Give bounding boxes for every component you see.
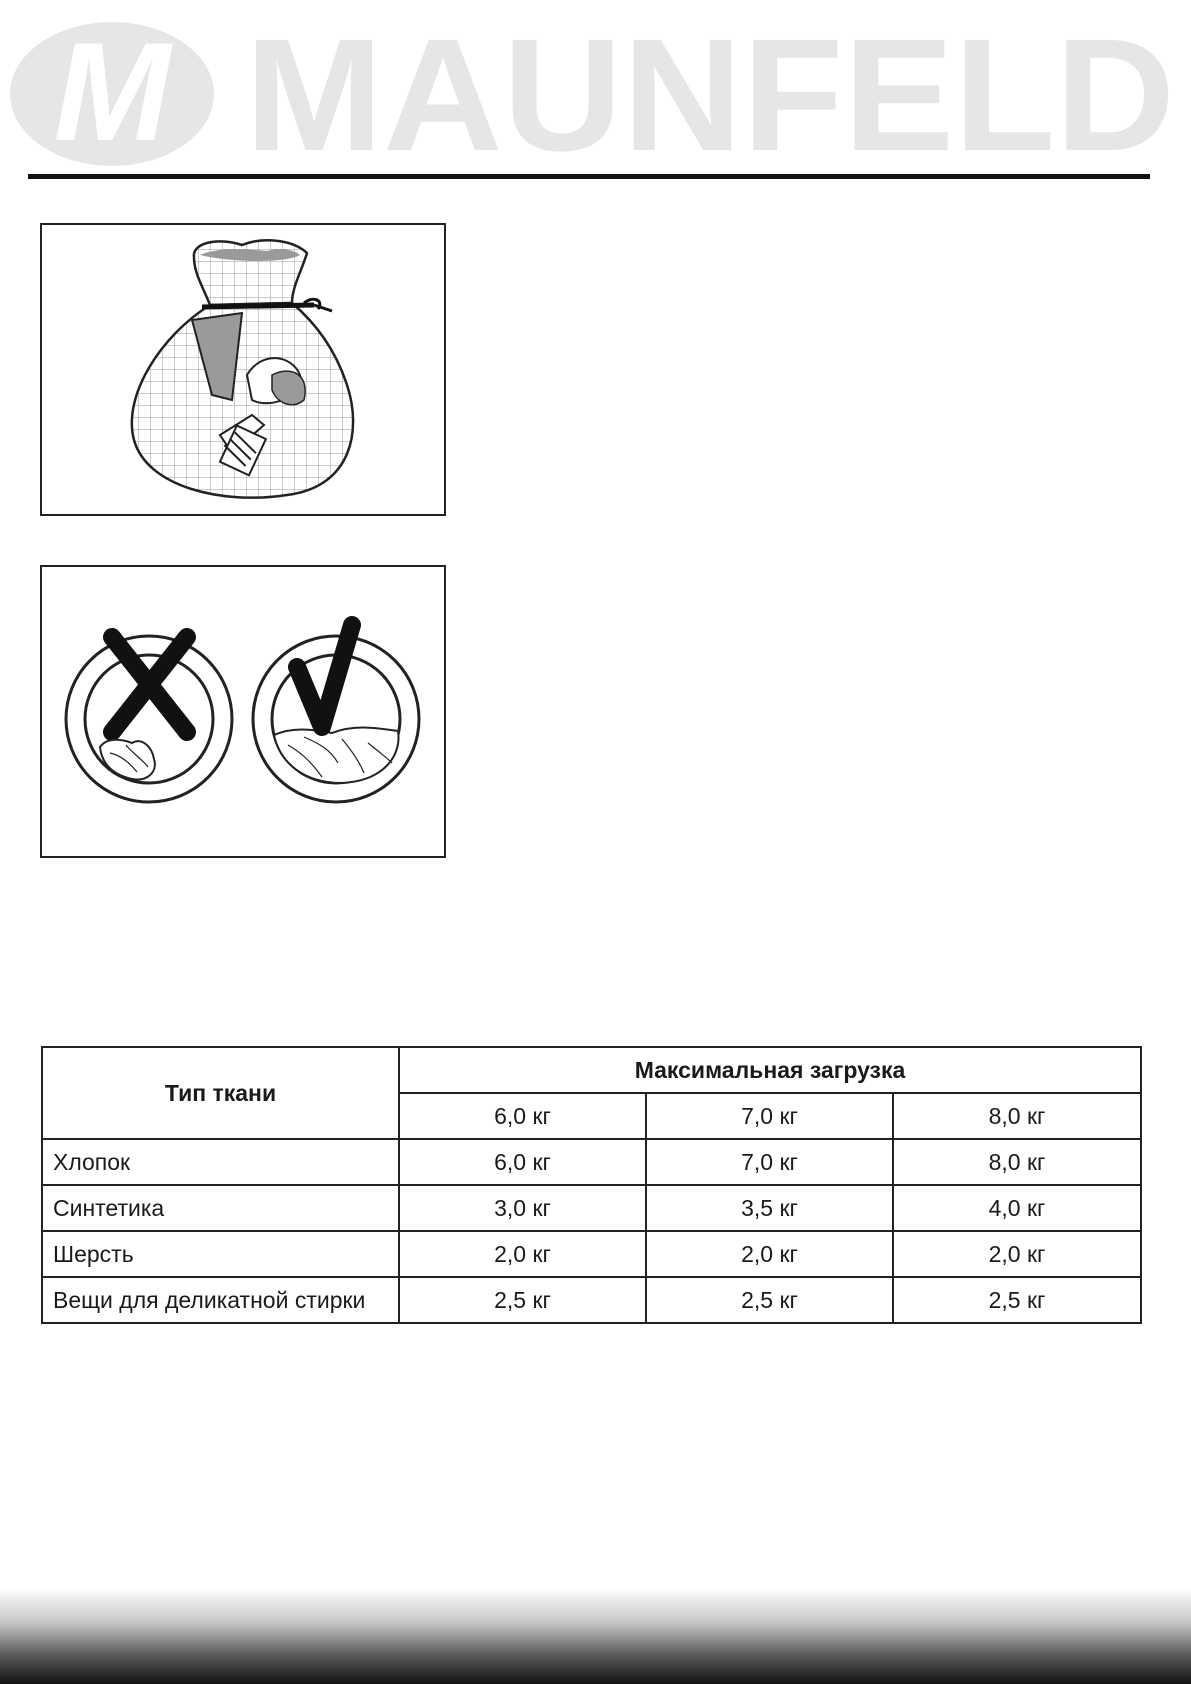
header-fabric-type: Тип ткани <box>42 1047 399 1139</box>
load-value-cell: 2,5 кг <box>646 1277 893 1323</box>
header-max-load: Максимальная загрузка <box>399 1047 1141 1093</box>
header-rule <box>28 174 1150 179</box>
fabric-name-cell: Шерсть <box>42 1231 399 1277</box>
maunfeld-logo <box>0 0 1191 170</box>
capacity-cell: 8,0 кг <box>893 1093 1141 1139</box>
laundry-bag-figure <box>40 223 446 516</box>
fabric-name-cell: Вещи для деликатной стирки <box>42 1277 399 1323</box>
fabric-name-cell: Синтетика <box>42 1185 399 1231</box>
laundry-bag-icon <box>42 225 444 514</box>
drum-load-figure <box>40 565 446 858</box>
logo-wordmark: MAUNFELD <box>245 5 1175 170</box>
drum-load-wrong-right-icon <box>42 567 444 856</box>
load-value-cell: 2,0 кг <box>893 1231 1141 1277</box>
table-row <box>42 1277 1141 1323</box>
table-row <box>42 1139 1141 1185</box>
load-value-cell: 2,0 кг <box>399 1231 646 1277</box>
load-value-cell: 2,5 кг <box>893 1277 1141 1323</box>
capacity-cell: 6,0 кг <box>399 1093 646 1139</box>
load-value-cell: 7,0 кг <box>646 1139 893 1185</box>
load-value-cell: 2,5 кг <box>399 1277 646 1323</box>
fabric-name-cell: Хлопок <box>42 1139 399 1185</box>
capacity-cell: 7,0 кг <box>646 1093 893 1139</box>
load-value-cell: 4,0 кг <box>893 1185 1141 1231</box>
load-value-cell: 3,5 кг <box>646 1185 893 1231</box>
max-load-table <box>41 1046 1142 1324</box>
load-value-cell: 6,0 кг <box>399 1139 646 1185</box>
load-value-cell: 8,0 кг <box>893 1139 1141 1185</box>
logo-mark-letter: M <box>53 13 171 170</box>
load-value-cell: 2,0 кг <box>646 1231 893 1277</box>
table-header-row <box>42 1047 1141 1093</box>
table-row <box>42 1231 1141 1277</box>
table-row <box>42 1185 1141 1231</box>
footer-gradient-band <box>0 1588 1191 1684</box>
load-value-cell: 3,0 кг <box>399 1185 646 1231</box>
